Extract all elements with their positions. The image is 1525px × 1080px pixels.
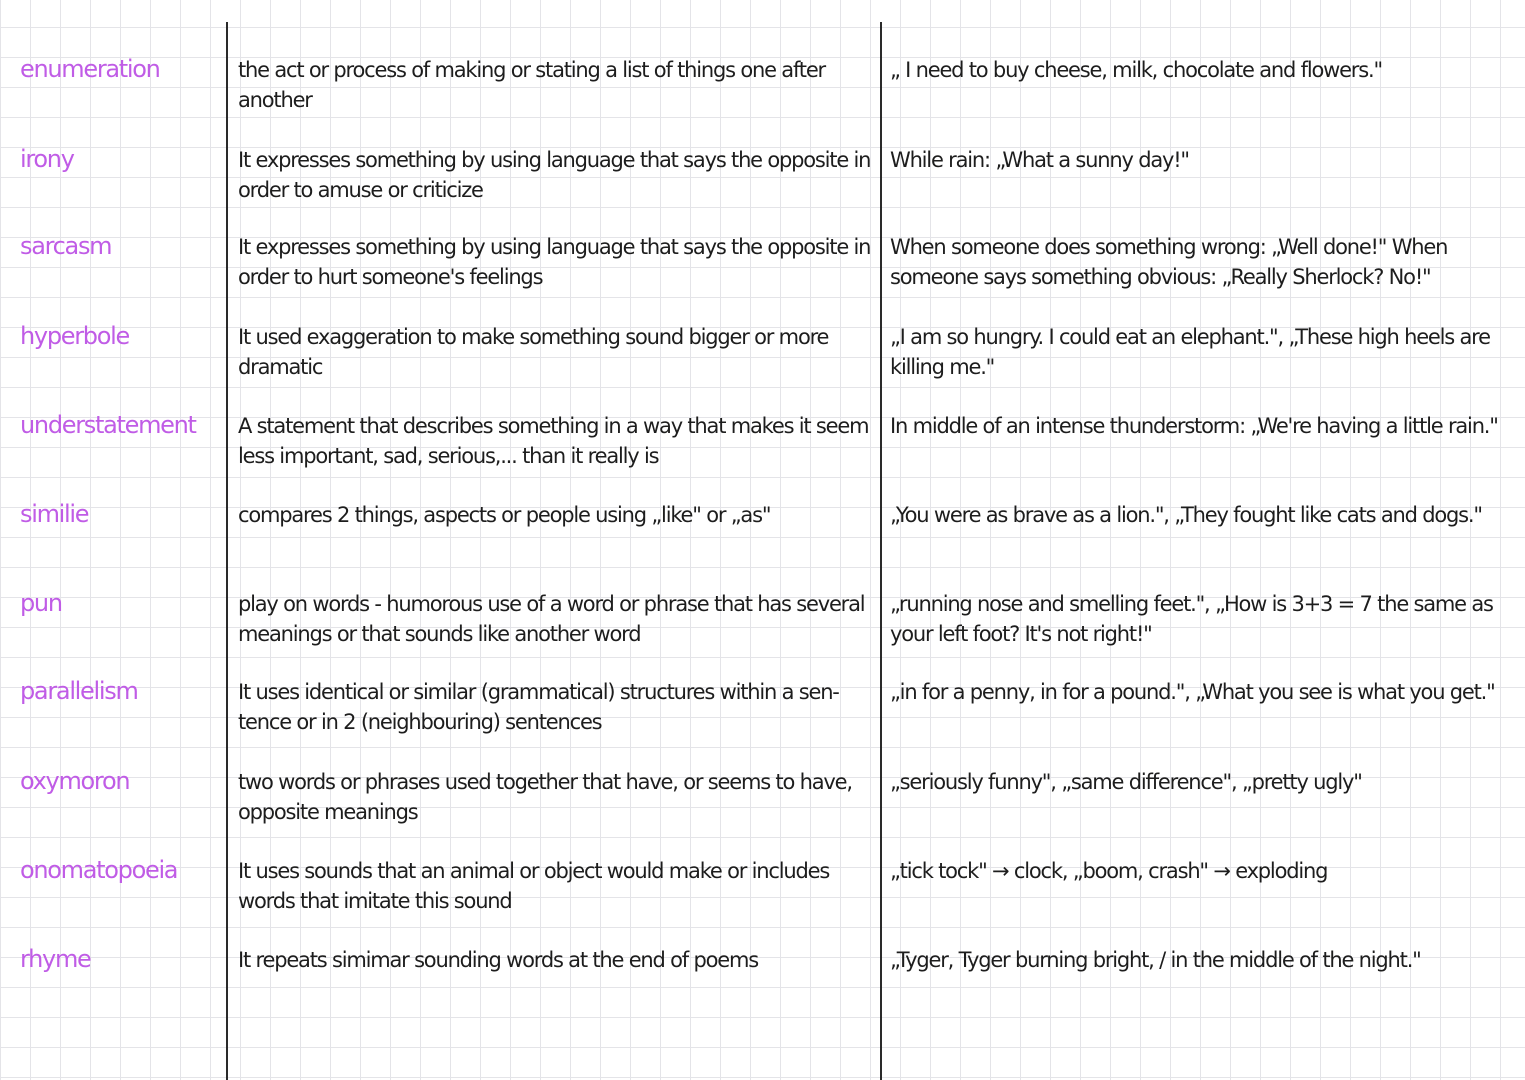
- term-label: irony: [20, 145, 74, 173]
- definition-text: It expresses something by using language that says the opposite in order to amuse or criticize: [238, 148, 871, 202]
- table-row: [0, 856, 1525, 936]
- table-row: [0, 500, 1525, 580]
- definition-text: It expresses something by using language that says the opposite in order to hurt someone's feelings: [238, 235, 871, 289]
- definition-text: It used exaggeration to make something sound bigger or more dramatic: [238, 325, 829, 379]
- example-text: While rain: „What a sunny day!": [890, 148, 1189, 172]
- example-text: „running nose and smelling feet.", „How is 3+3 = 7 the same as your left foot? It's not right!": [890, 592, 1493, 646]
- definition-text: the act or process of making or stating a list of things one after another: [238, 58, 825, 112]
- table-row: [0, 767, 1525, 847]
- definition-text: It repeats simimar sounding words at the end of poems: [238, 948, 758, 972]
- definition-text: A statement that describes something in a way that makes it seem less important, sad, serious,... than it really is: [238, 414, 869, 468]
- term-label: onomatopoeia: [20, 856, 178, 884]
- example-text: In middle of an intense thunderstorm: „We're having a little rain.": [890, 414, 1498, 438]
- example-text: „tick tock" → clock, „boom, crash" → exploding: [890, 859, 1328, 883]
- example-text: When someone does something wrong: „Well done!" When someone says something obvious: „Really Sherlock? No!": [890, 235, 1448, 289]
- term-label: pun: [20, 589, 62, 617]
- term-label: understatement: [20, 411, 196, 439]
- example-text: „I am so hungry. I could eat an elephant.", „These high heels are killing me.": [890, 325, 1490, 379]
- term-label: sarcasm: [20, 232, 112, 260]
- definition-text: It uses identical or similar (grammatical) structures within a sen- tence or in 2 (neighbouring) sentences: [238, 680, 839, 734]
- definition-text: compares 2 things, aspects or people using „like" or „as": [238, 503, 771, 527]
- table-row: [0, 411, 1525, 491]
- definition-text: play on words - humorous use of a word or phrase that has several meanings or that sounds like another word: [238, 592, 865, 646]
- term-label: rhyme: [20, 945, 91, 973]
- table-row: [0, 677, 1525, 757]
- table-row: [0, 322, 1525, 402]
- term-label: oxymoron: [20, 767, 130, 795]
- term-label: parallelism: [20, 677, 138, 705]
- term-label: similie: [20, 500, 89, 528]
- table-row: [0, 145, 1525, 225]
- example-text: „seriously funny", „same difference", „pretty ugly": [890, 770, 1362, 794]
- table-row: [0, 945, 1525, 1025]
- term-label: enumeration: [20, 55, 160, 83]
- table-row: [0, 232, 1525, 312]
- table-row: [0, 589, 1525, 669]
- example-text: „You were as brave as a lion.", „They fought like cats and dogs.": [890, 503, 1482, 527]
- example-text: „ I need to buy cheese, milk, chocolate and flowers.": [890, 58, 1382, 82]
- example-text: „Tyger, Tyger burning bright, / in the middle of the night.": [890, 948, 1421, 972]
- definition-text: two words or phrases used together that have, or seems to have, opposite meanings: [238, 770, 852, 824]
- example-text: „in for a penny, in for a pound.", „What you see is what you get.": [890, 680, 1495, 704]
- term-label: hyperbole: [20, 322, 129, 350]
- table-row: [0, 55, 1525, 135]
- definition-text: It uses sounds that an animal or object would make or includes words that imitate this sound: [238, 859, 830, 913]
